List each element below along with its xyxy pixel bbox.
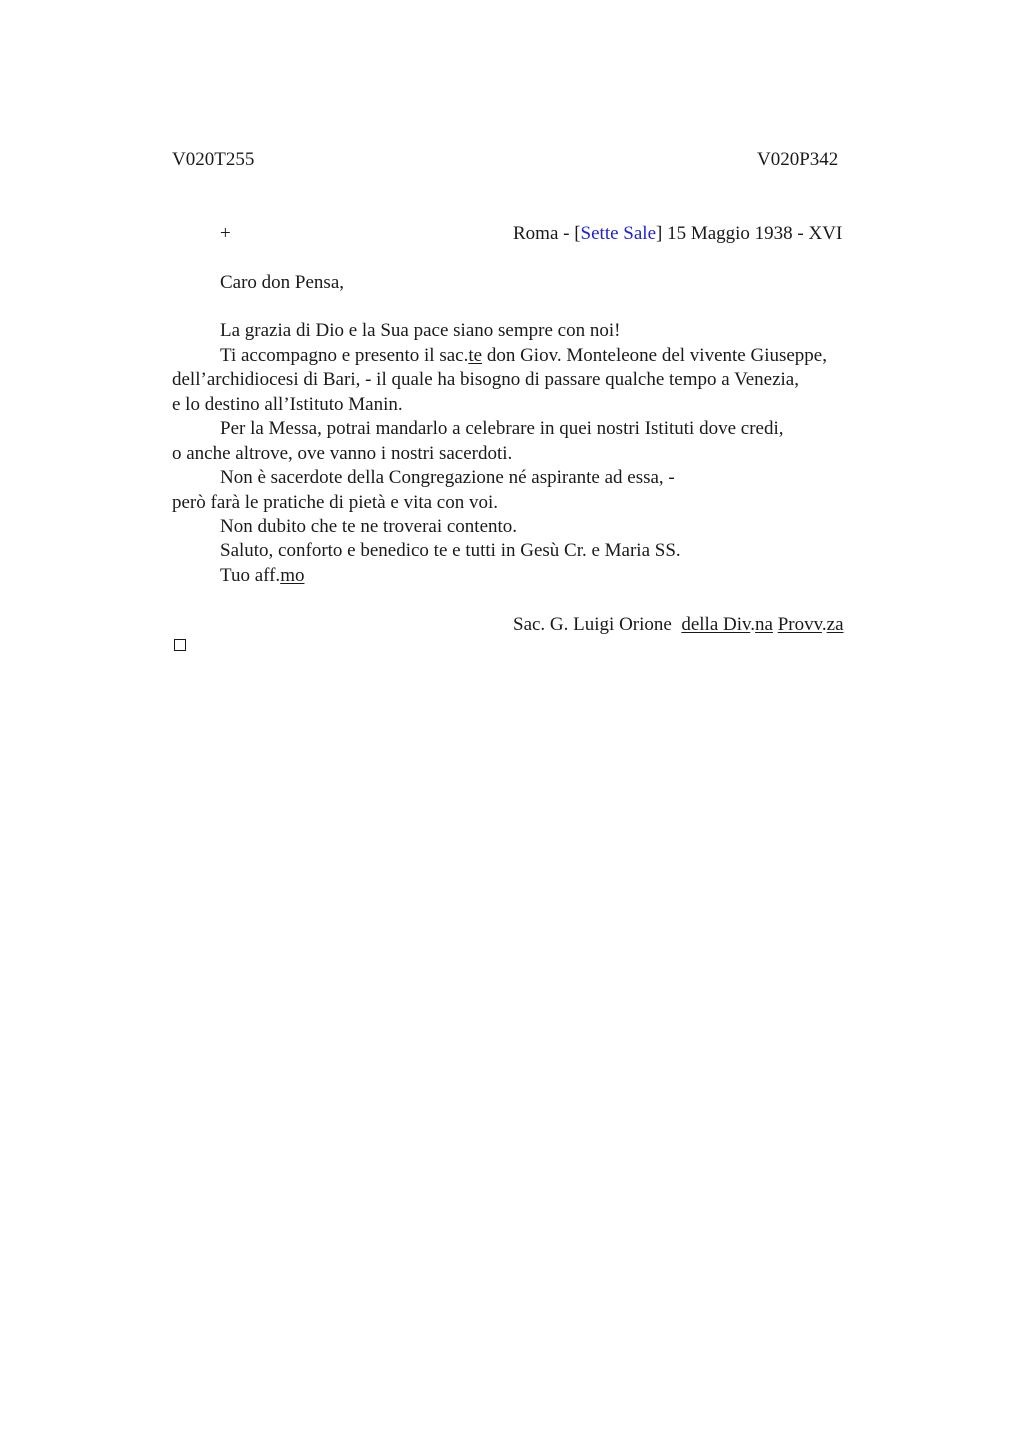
body-line: Per la Messa, potrai mandarlo a celebrare in quei nostri Istituti dove credi,	[220, 418, 784, 439]
body-line-text: Ti accompagno e presento il sac.	[220, 345, 469, 366]
salutation: Caro don Pensa,	[220, 272, 345, 293]
closing-text: Tuo aff.	[220, 565, 281, 586]
checkbox-icon	[174, 639, 186, 651]
body-line: Non dubito che te ne troverai contento.	[220, 516, 518, 537]
cross-mark: +	[220, 223, 231, 244]
body-line-text: don Giov. Monteleone del vivente Giuseppe,	[482, 345, 827, 366]
place-bracketed: Sette Sale	[580, 223, 656, 244]
body-line: La grazia di Dio e la Sua pace siano sempre con noi!	[220, 320, 621, 341]
signature-name: Sac. G. Luigi Orione	[513, 614, 672, 635]
place-suffix: ] 15 Maggio 1938 - XVI	[656, 223, 843, 244]
place-prefix: Roma - [	[513, 223, 581, 244]
body-line: dell’archidiocesi di Bari, - il quale ha bisogno di passare qualche tempo a Venezia,	[172, 369, 799, 390]
body-line: però farà le pratiche di pietà e vita con voi.	[172, 492, 499, 513]
closing-line	[220, 566, 304, 585]
place-date-line	[513, 224, 842, 243]
body-line: Saluto, conforto e benedico te e tutti in Gesù Cr. e Maria SS.	[220, 540, 681, 561]
abbreviation-suffix: te	[468, 345, 483, 366]
abbreviation-suffix: mo	[280, 565, 305, 586]
signature	[513, 615, 844, 634]
header-right-code: V020P342	[757, 149, 839, 170]
signature-title: della Div.na Provv.za	[681, 614, 844, 635]
body-line: o anche altrove, ove vanno i nostri sacerdoti.	[172, 443, 513, 464]
body-line: e lo destino all’Istituto Manin.	[172, 394, 403, 415]
body-line: Non è sacerdote della Congregazione né aspirante ad essa, -	[220, 467, 675, 488]
header-left-code: V020T255	[172, 149, 255, 170]
body-line	[220, 346, 827, 365]
